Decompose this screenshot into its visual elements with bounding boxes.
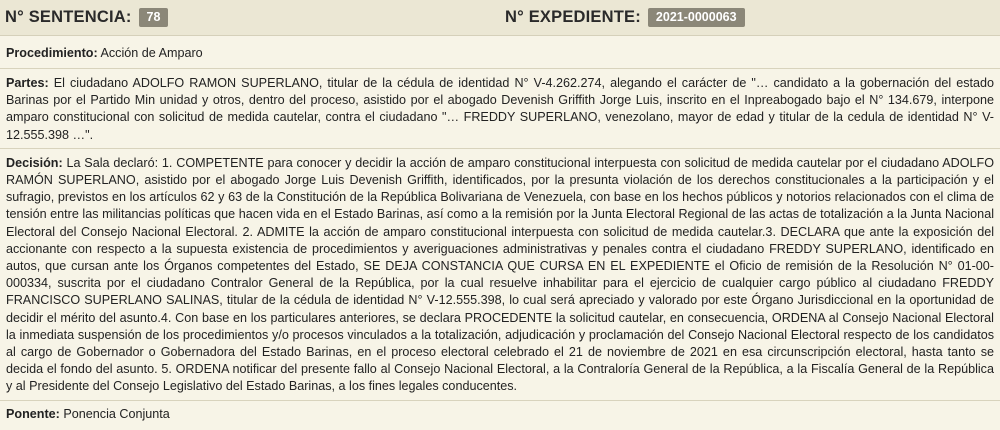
ponente-label: Ponente: <box>6 406 60 421</box>
partes-section <box>0 69 1000 149</box>
decision-label: Decisión: <box>6 155 63 170</box>
sentencia-number-badge: 78 <box>139 8 169 27</box>
procedimiento-value: Acción de Amparo <box>100 46 203 60</box>
sentencia-cell <box>0 8 500 27</box>
procedimiento-section <box>0 36 1000 69</box>
partes-label: Partes: <box>6 76 49 90</box>
procedimiento-label: Procedimiento: <box>6 46 98 60</box>
case-header <box>0 0 1000 36</box>
ponente-value: Ponencia Conjunta <box>63 406 170 421</box>
expediente-number-badge: 2021-0000063 <box>648 8 745 27</box>
decision-section <box>0 149 1000 401</box>
expediente-cell <box>500 8 1000 27</box>
decision-text: La Sala declaró: 1. COMPETENTE para conocer y decidir la acción de amparo constitucional interpuesta con solicitud de medida cautelar por el ciudadano ADOLFO RAMÓN SUPERLANO, asistido por el abogado Jorge Luis Devenish Griffith, identificados, por la presunta violación de los derechos constitucionales a la participación y el sufragio, previstos en los artículos 62 y 63 de la Constitución de la República Bolivariana de Venezuela, con base en los hechos públicos y notorios relacionados con el clima de tensión entre las militancias políticas que hacen vida en el Estado Barinas, así como a la remisión por la Junta Electoral Regional de las actas de totalización a la Junta Nacional Electoral del Consejo Nacional Electoral. 2. ADMITE la acción de amparo constitucional interpuesta con solicitud de medida cautelar.3. DECLARA que ante la exposición del accionante con respecto a la supuesta existencia de procedimientos y averiguaciones administrativas y penales contra el ciudadano FREDDY SUPERLANO, identificado en autos, que cursan ante los Órganos competentes del Estado, SE DEJA CONSTANCIA QUE CURSA EN EL EXPEDIENTE el Oficio de remisión de la Resolución N° 01-00-000334, suscrita por el ciudadano Contralor General de la República, por la cual resuelve inhabilitar para el ejercicio de cualquier cargo público al ciudadano FREDDY FRANCISCO SUPERLANO SALINAS, titular de la cédula de identidad N° V-12.555.398, lo cual será apreciado y valorado por este Órgano Jurisdiccional en la oportunidad de decidir el mérito del asunto.4. Con base en los particulares anteriores, se declara PROCEDENTE la solicitud cautelar, en consecuencia, ORDENA al Consejo Nacional Electoral la inmediata suspensión de los procedimientos y/o procesos vinculados a la totalización, adjudicación y proclamación del Consejo Nacional Electoral respecto de los candidatos al cargo de Gobernador o Gobernadora del Estado Barinas, en el proceso electoral celebrado el 21 de noviembre de 2021 en esa circunscripción electoral, hasta tanto se decida el fondo del asunto. 5. ORDENA notificar del presente fallo al Consejo Nacional Electoral, a la Contraloría General de la República, a la Fiscalía General de la República y al Presidente del Consejo Legislativo del Estado Barinas, a los fines legales conducentes. <box>6 155 995 394</box>
sentencia-label: N° SENTENCIA: <box>5 8 132 26</box>
partes-text: El ciudadano ADOLFO RAMON SUPERLANO, titular de la cédula de identidad N° V-4.262.274, alegando el carácter de "… candidato a la gobernación del estado Barinas por el Partido Min unidad y otros, dentro del proceso, asistido por el abogado Devenish Griffith Jorge Luis, inscrito en el Inpreabogado bajo el N° 134.679, interpone amparo constitucional con solicitud de medida cautelar, contra el ciudadano "… FREDDY SUPERLANO, venezolano, mayor de edad y titular de la cedula de identidad N° V-12.555.398 …". <box>6 76 995 142</box>
expediente-label: N° EXPEDIENTE: <box>505 8 641 26</box>
ponente-section <box>0 401 1000 427</box>
